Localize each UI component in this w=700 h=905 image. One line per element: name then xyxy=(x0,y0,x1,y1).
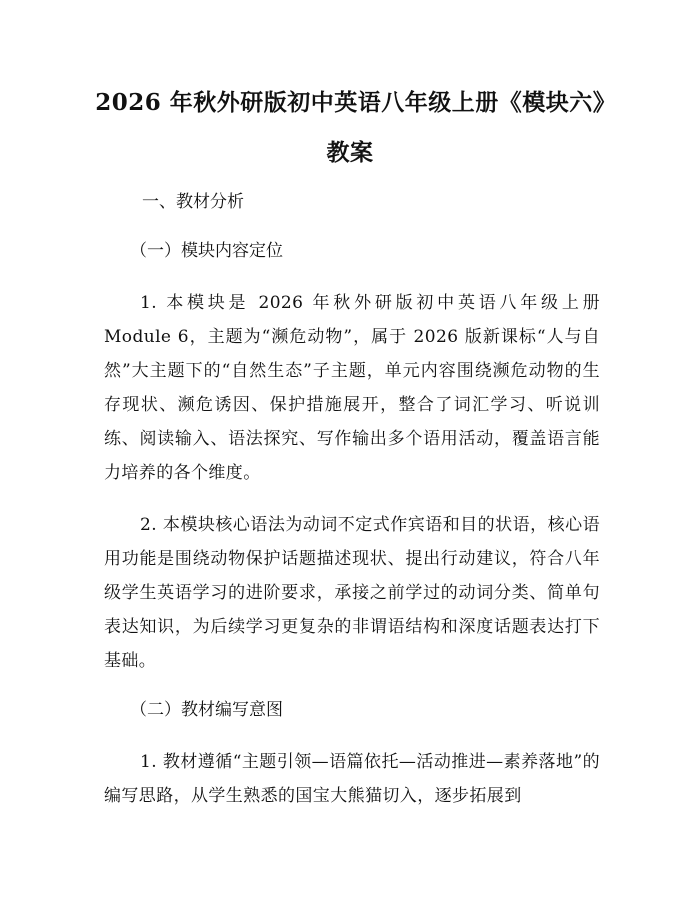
section-heading-textbook-analysis: 一、教材分析 xyxy=(142,192,244,212)
paragraph-core-grammar: 2. 本模块核心语法为动词不定式作宾语和目的状语，核心语用功能是围绕动物保护话题描述现状、提出行动建议，符合八年级学生英语学习的进阶要求，承接之前学过的动词分类、简单句表达知识，为后续学习更复杂的非谓语结构和深度话题表达打下基础。 xyxy=(104,515,600,671)
subsection-heading-module-positioning: （一）模块内容定位 xyxy=(130,241,283,261)
paragraph-module-content: 1. 本模块是 2026 年秋外研版初中英语八年级上册 Module 6，主题为“濒危动物”，属于 2026 版新课标“人与自然”大主题下的“自然生态”子主题，单元内容围绕濒危动物的生存现状、濒危诱因、保护措施展开，整合了词汇学习、听说训练、阅读输入、语法探究、写作输出多个语用活动，覆盖语言能力培养的各个维度。 xyxy=(104,293,600,483)
subsection-heading-compilation-intent: （二）教材编写意图 xyxy=(130,700,283,720)
paragraph-compilation-approach: 1. 教材遵循“主题引领—语篇依托—活动推进—素养落地”的编写思路，从学生熟悉的国宝大熊猫切入，逐步拓展到 xyxy=(104,752,600,806)
document-title: 2026 年秋外研版初中英语八年级上册《模块六》教案 xyxy=(95,89,605,166)
